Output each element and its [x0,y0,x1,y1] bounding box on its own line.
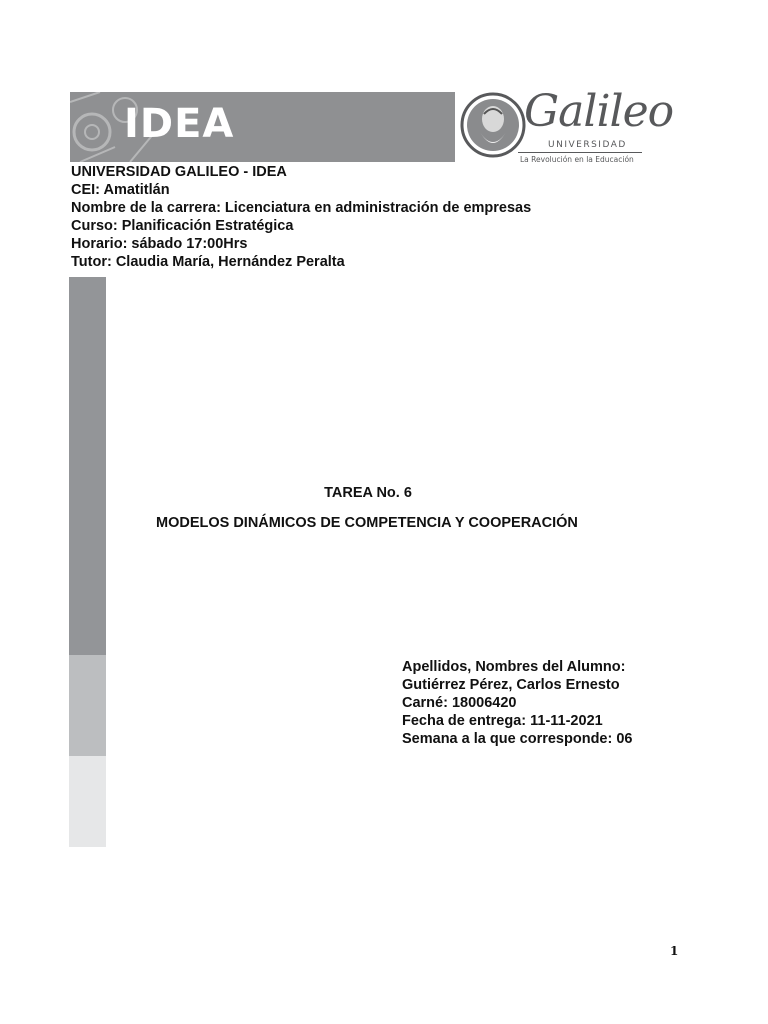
galileo-logo [460,86,674,168]
student-name: Gutiérrez Pérez, Carlos Ernesto [402,677,620,693]
galileo-portrait-medal-icon [460,92,526,158]
schedule-line: Horario: sábado 17:00Hrs [71,236,248,252]
page-number: 1 [670,944,679,958]
side-strip-dark [69,277,106,655]
course-line: Curso: Planificación Estratégica [71,218,294,234]
cei-line: CEI: Amatitlán [71,182,170,198]
student-carne: Carné: 18006420 [402,695,517,711]
student-due-date: Fecha de entrega: 11-11-2021 [402,713,603,729]
tutor-line: Tutor: Claudia María, Hernández Peralta [71,254,345,270]
logo-script-text: Galileo [524,86,674,137]
assignment-subject: MODELOS DINÁMICOS DE COMPETENCIA Y COOPERACIÓN [156,515,578,531]
student-label: Apellidos, Nombres del Alumno: [402,659,626,675]
career-label: Nombre de la carrera: [71,200,221,216]
student-info [402,658,632,748]
career-value: Licenciatura en administración de empresas [220,200,532,216]
side-strip-light [69,756,106,847]
idea-banner [70,92,455,162]
university-line: UNIVERSIDAD GALILEO - IDEA [71,164,287,180]
student-week: Semana a la que corresponde: 06 [402,731,633,747]
side-strip-mid [69,655,106,756]
assignment-title: TAREA No. 6 [324,485,412,501]
course-info [71,163,531,271]
banner-title: IDEA [124,101,235,147]
logo-divider [518,152,642,153]
logo-tagline: La Revolución en la Educación [520,155,634,164]
career-line [71,199,531,217]
logo-subtitle: UNIVERSIDAD [548,140,627,150]
